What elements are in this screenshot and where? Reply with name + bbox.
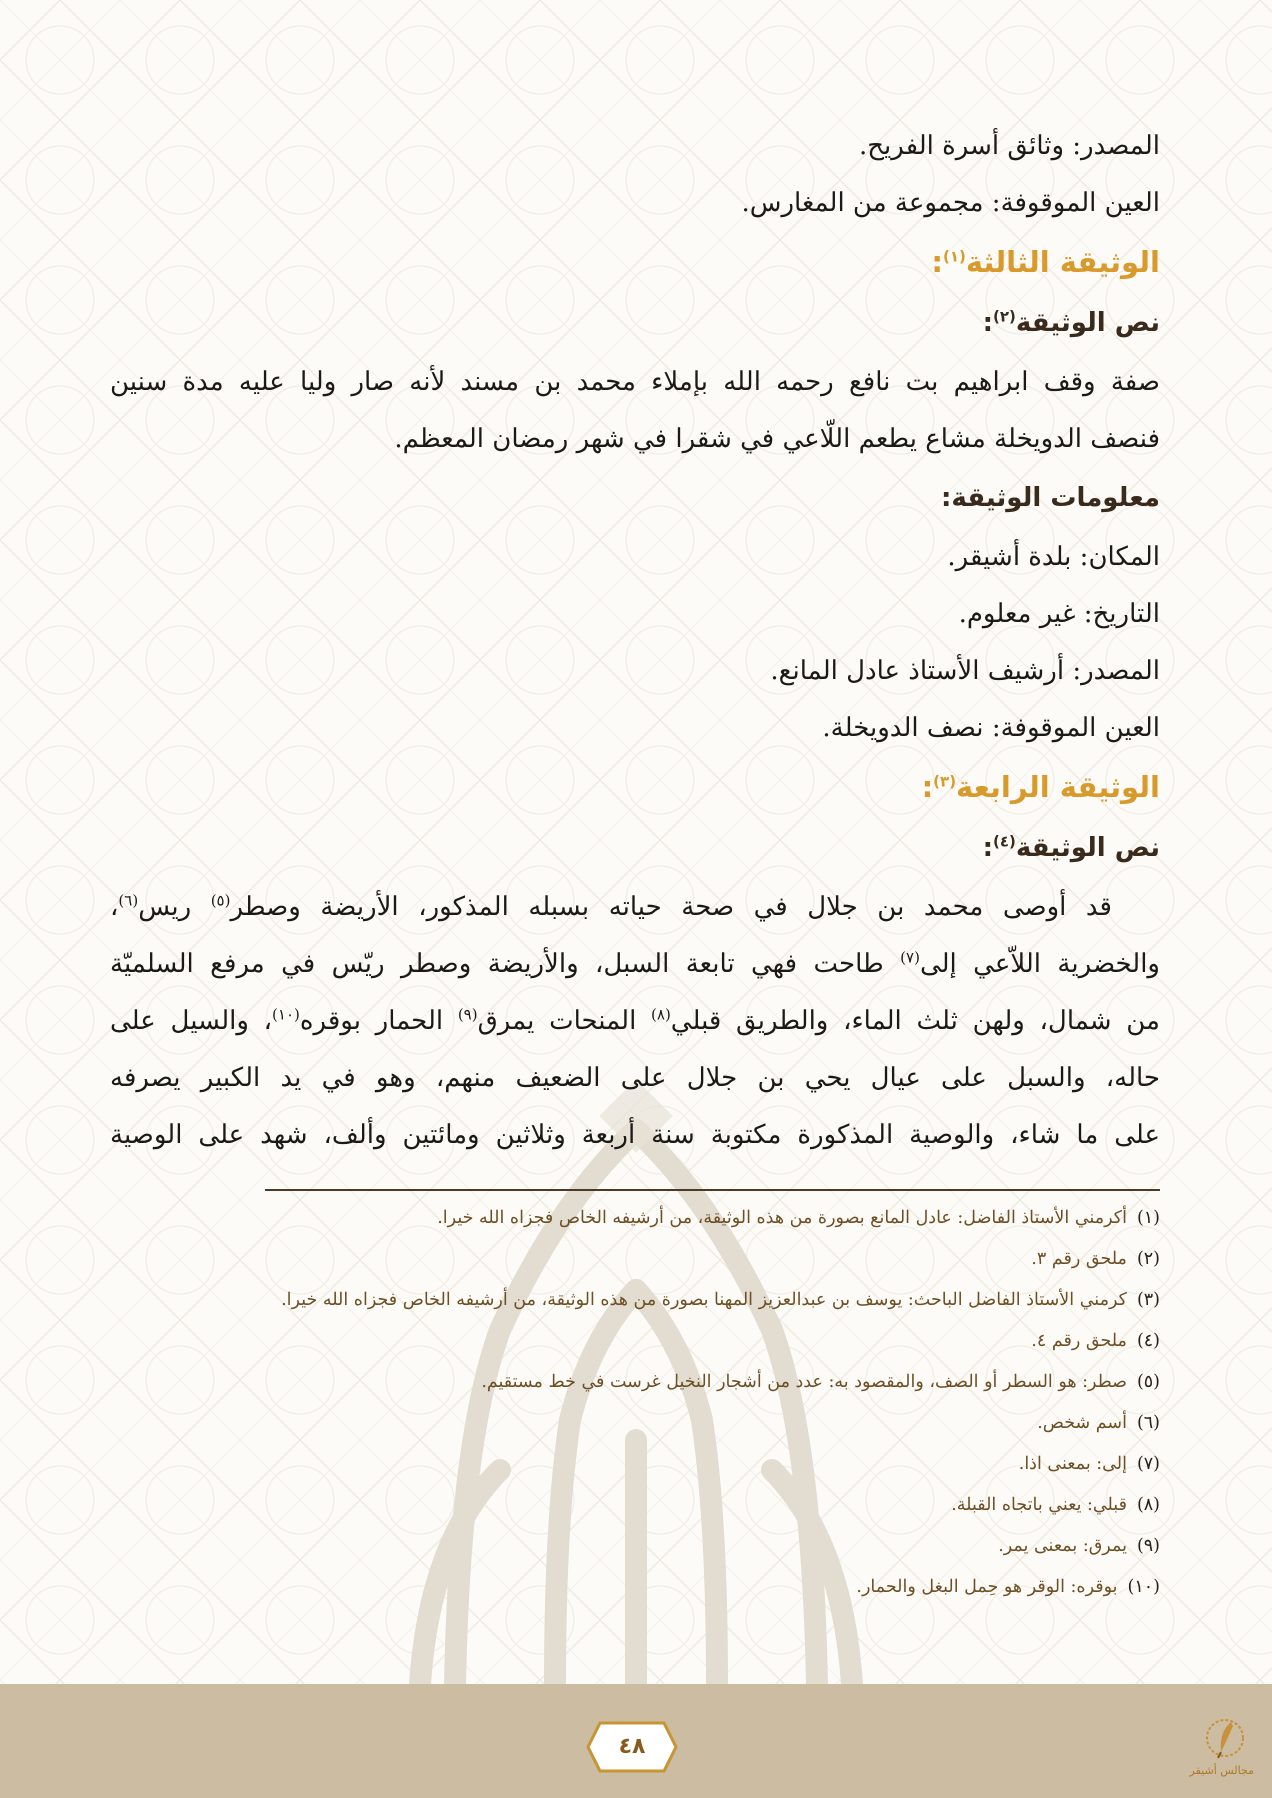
document-text-heading: نص الوثيقة$^{(٢)}$: (982, 307, 1160, 338)
document-text-line: صفة وقف ابراهيم بت نافع رحمه الله بإملاء محمد بن مسند لأنه صار وليا عليه مدة سنين (110, 367, 1160, 397)
footnote-divider (265, 1189, 1160, 1191)
footnote-text: ملحق رقم ٤. (1031, 1331, 1127, 1351)
footnote-item (160, 1198, 1160, 1239)
endowed-item-line: العين الموقوفة: مجموعة من المغارس. (741, 188, 1160, 218)
paragraph-line: قد أوصى محمد بن جلال في صحة حياته بسبله المذكور، الأريضة وصطر$^{(٥)}$ ريس$^{(٦)}$، (110, 891, 1112, 922)
footnote-text: صطر: هو السطر أو الصف، والمقصود به: عدد من أشجار النخيل غرست في خط مستقيم. (481, 1372, 1127, 1392)
footnote-item (160, 1444, 1160, 1485)
footnote-number: (٨) (1136, 1495, 1160, 1515)
footnote-item (160, 1526, 1160, 1567)
footnote-text: كرمني الأستاذ الفاضل الباحث: يوسف بن عبدالعزيز المهنا بصورة من هذه الوثيقة، من أرشيفه الخاص فجزاه الله خيرا. (281, 1290, 1127, 1310)
paragraph-line: على ما شاء، والوصية المذكورة مكتوبة سنة أربعة وثلاثين ومائتين وألف، شهد على الوصية (110, 1120, 1160, 1150)
footnote-number: (٩) (1136, 1536, 1160, 1556)
footnote-item (160, 1362, 1160, 1403)
footnote-text: أسم شخص. (1037, 1413, 1127, 1433)
footnote-ref[interactable]: (١٠) (272, 1005, 300, 1024)
footnote-ref[interactable]: (٩) (457, 1005, 478, 1024)
footnote-text: قبلي: يعني باتجاه القبلة. (951, 1495, 1127, 1515)
footnote-item (160, 1239, 1160, 1280)
footnote-ref[interactable]: (٦) (118, 891, 139, 910)
logo-text: مجالس أشيقر (1189, 1764, 1254, 1777)
footnote-number: (٧) (1136, 1454, 1160, 1474)
footnote-text: يمرق: بمعنى يمر. (998, 1536, 1127, 1556)
footnote-text: أكرمني الأستاذ الفاضل: عادل المانع بصورة من هذه الوثيقة، من أرشيفه الخاص فجزاه الله خيرا. (437, 1208, 1127, 1228)
footnote-number: (٥) (1136, 1372, 1160, 1392)
document-body (110, 118, 1160, 1164)
document-text-heading: نص الوثيقة$^{(٤)}$: (982, 832, 1160, 863)
footnote-number: (٦) (1136, 1413, 1160, 1433)
source-line: المصدر: وثائق أسرة الفريح. (858, 131, 1160, 161)
info-date: التاريخ: غير معلوم. (958, 599, 1160, 629)
footnote-ref[interactable]: (٨) (651, 1005, 671, 1024)
feather-emblem-icon (1201, 1712, 1249, 1764)
footnote-number: (١٠) (1127, 1577, 1160, 1597)
section-heading-fourth-document: الوثيقة الرابعة$^{(٣)}$: (921, 770, 1160, 804)
footnote-ref[interactable]: (٢) (993, 307, 1016, 326)
info-source: المصدر: أرشيف الأستاذ عادل المانع. (770, 656, 1160, 686)
page-number: ٤٨ (618, 1734, 646, 1759)
footnote-item (160, 1485, 1160, 1526)
info-endowed-item: العين الموقوفة: نصف الدويخلة. (822, 713, 1160, 743)
footnote-item (160, 1403, 1160, 1444)
footnote-item (160, 1321, 1160, 1362)
footnote-ref[interactable]: (٣) (933, 772, 957, 791)
footnote-number: (١) (1136, 1208, 1160, 1228)
footnote-text: إلى: بمعنى اذا. (1018, 1454, 1127, 1474)
section-heading-third-document: الوثيقة الثالثة$^{(١)}$: (931, 245, 1160, 279)
footnote-ref[interactable]: (٤) (993, 832, 1016, 851)
publisher-logo (1189, 1712, 1254, 1786)
paragraph-line: حاله، والسبل على عيال يحي بن جلال على الضعيف منهم، وهو في يد الكبير يصرفه (110, 1063, 1160, 1093)
footnotes (160, 1198, 1160, 1608)
document-info-heading: معلومات الوثيقة: (941, 483, 1160, 513)
paragraph-line: من شمال، ولهن ثلث الماء، والطريق قبلي$^{(٨)}$ المنحات يمرق$^{(٩)}$ الحمار بوقره$^{(١٠)}$، والسيل على (110, 1005, 1160, 1036)
footnote-item (160, 1280, 1160, 1321)
footnote-text: ملحق رقم ٣. (1031, 1249, 1127, 1269)
footnote-ref[interactable]: (١) (942, 247, 966, 266)
paragraph-line: والخضرية اللاّعي إلى$^{(٧)}$ طاحت فهي تابعة السبل، والأريضة وصطر ريّس في مرفع السلميّة (110, 948, 1160, 979)
footnote-number: (٤) (1136, 1331, 1160, 1351)
document-text-line: فنصف الدويخلة مشاع يطعم اللّاعي في شقرا في شهر رمضان المعظم. (394, 424, 1160, 454)
footnote-number: (٣) (1136, 1290, 1160, 1310)
document-paragraph (110, 879, 1160, 1164)
footnote-text: بوقره: الوقر هو حِمل البغل والحمار. (856, 1577, 1118, 1597)
footnote-ref[interactable]: (٧) (900, 948, 920, 967)
info-place: المكان: بلدة أشيقر. (947, 542, 1160, 572)
footnote-number: (٢) (1136, 1249, 1160, 1269)
footnote-ref[interactable]: (٥) (210, 891, 231, 910)
footnote-item (160, 1567, 1160, 1608)
